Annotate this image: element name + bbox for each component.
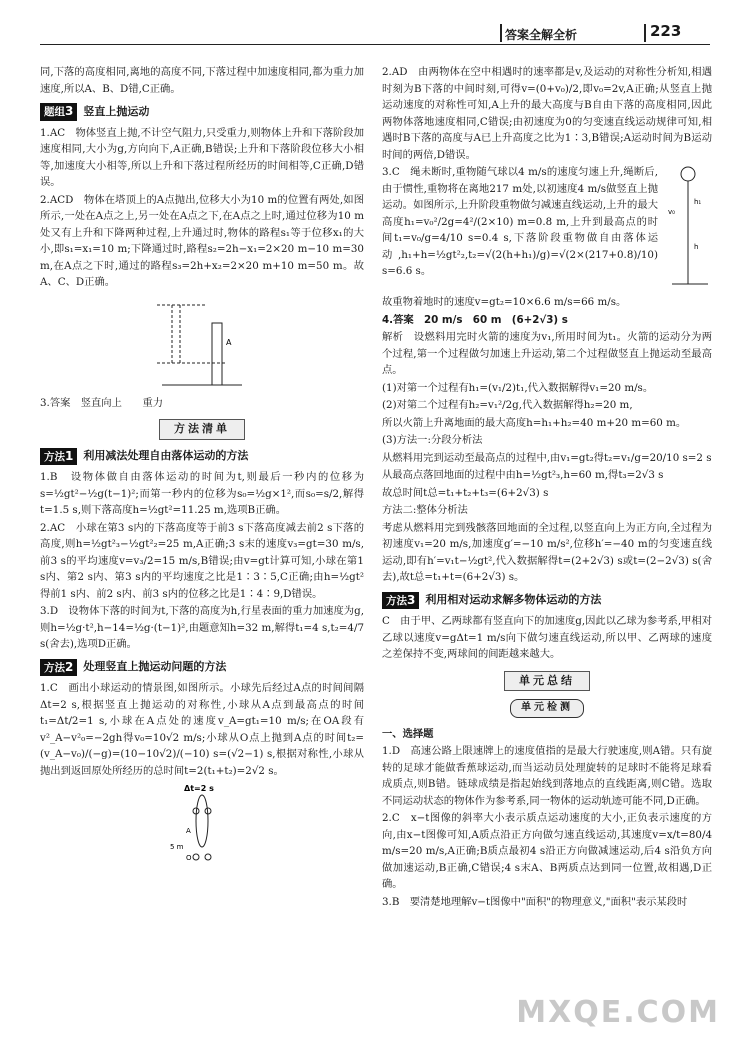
method-1-answer-1: 1.B 设物体做自由落体运动的时间为t,则最后一秒内的位移为s=½gt²−½g(t−1)²;而第一秒内的位移为s₀=½g×1²,而s₀=s/2,解得t=1.5 s,则下落高度h=½gt²=11.25 m,选项B正确。 bbox=[40, 471, 364, 516]
svg-text:A: A bbox=[186, 827, 191, 835]
r4-method2: 方法二:整体分析法 bbox=[382, 504, 468, 516]
tower-figure bbox=[142, 293, 262, 393]
answer-2: 2.ACD 物体在塔顶上的A点抛出,位移大小为10 m的位置有两处,如图所示,一处在A点之上,另一处在A点之下,在A点之上时,通过位移为10 m处又有上升和下降两种过程,上升通过时,物体的路程s₁等于位移x₁的大小,即s₁=x₁=10 m;下降通过时,路程s₂=2h−x₁=2×20 m−10 m=30 m,在A点之下时,通过的路程s₃=2h+x₂=2×20 m+10 m=50 m。故A、C、D正确。 bbox=[40, 193, 364, 288]
header-divider-2 bbox=[644, 24, 646, 42]
answer-r3b: 故重物着地时的速度v=gt₂=10×6.6 m/s=66 m/s。 bbox=[382, 296, 627, 308]
r4-step4: 从燃料用完到运动至最高点的过程中,由v₁=gt₂得t₂=v₁/g=20/10 s=2 s bbox=[382, 451, 712, 464]
svg-text:Δt=2 s: Δt=2 s bbox=[184, 784, 214, 793]
svg-text:5 m: 5 m bbox=[170, 843, 184, 851]
svg-text:h: h bbox=[694, 243, 699, 251]
svg-text:O: O bbox=[186, 854, 192, 862]
section-choice: 一、选择题 bbox=[382, 727, 434, 740]
header-divider bbox=[500, 24, 502, 42]
unit-summary-banner: 单元总结 bbox=[382, 671, 712, 692]
unit-answer-1: 1.D 高速公路上限速牌上的速度值指的是最大行驶速度,则A错。只有旋转的足球才能做香蕉球运动,而当运动员处理旋转的足球时不能将足球看成质点,则B错。链球成绩是指起始线到落地点的直线距离,则C错。选取不同运动状态的物体作为参考系,同一物体的运动轨迹可能不同,D正确。 bbox=[382, 745, 712, 807]
answer-3: 3.答案 竖直向上 重力 bbox=[40, 396, 164, 409]
r4-method1: (3)方法一:分段分析法 bbox=[382, 434, 483, 446]
method-list-banner: 方法清单 bbox=[40, 419, 364, 440]
r4-analysis: 解析 设燃料用完时火箭的速度为v₁,所用时间为t₁。火箭的运动分为两个过程,第一个过程做匀加速上升运动,第二个过程做竖直上抛运动至最高点。 bbox=[382, 331, 712, 376]
answer-r4: 4.答案 20 m/s 60 m (6+2√3) s bbox=[382, 313, 568, 326]
r4-step1: (1)对第一个过程有h₁=(v₁/2)t₁,代入数据解得v₁=20 m/s。 bbox=[382, 381, 654, 394]
ball-figure bbox=[162, 781, 242, 865]
method-2-heading: 方法2 处理竖直上抛运动问题的方法 bbox=[40, 659, 364, 677]
unit-answer-2: 2.C x−t图像的斜率大小表示质点运动速度的大小,正负表示速度的方向,由x−t图像可知,A质点沿正方向做匀速直线运动,其速度v=x/t=80/4 m/s=20 m/s,A正确;B质点最初4 s沿正方向做减速运动,后4 s沿负方向做加速运动,B正确,C错误;4 s末A、B两质点达到同一位置,故相遇,D正确。 bbox=[382, 812, 712, 890]
right-column bbox=[382, 64, 712, 911]
r4-step7: 考虑从燃料用完到残骸落回地面的全过程,以竖直向上为正方向,全过程为初速度v₁=20 m/s,加速度g′=−10 m/s²,位移h′=−40 m的匀变速直线运动,即有h′=v₁t−½gt²,代入数据解得t=(2+2√3) s或t=(2−2√3) s(舍去),故t总=t₁+t=(6+2√3) s。 bbox=[382, 521, 712, 583]
method-2-answer-1: 1.C 画出小球运动的情景图,如图所示。小球先后经过A点的时间间隔Δt=2 s,根据竖直上抛运动的对称性,小球从A点到最高点的时间t₁=Δt/2=1 s,小球在A点处的速度v_A=gt₁=10 m/s;在OA段有v²_A−v²₀=−2gh得v₀=10√2 m/s;小球从O点上抛到A点的时间t₂=(v_A−v₀)/(−g)=(10−10√2)/(−10) s=(√2−1) s,根据对称性,小球从抛出到返回原处所经历的总时间t=2(t₁+t₂)=2√2 s。 bbox=[40, 682, 364, 777]
unit-test-banner: 单元检测 bbox=[382, 699, 712, 718]
intro-text: 同,下落的高度相同,离地的高度不同,下落过程中加速度相同,都为重力加速度,所以A、B、D错,C正确。 bbox=[40, 66, 364, 95]
unit-answer-3: 3.B 要清楚地理解v−t图像中"面积"的物理意义,"面积"表示某段时 bbox=[382, 895, 688, 908]
left-column bbox=[40, 64, 364, 867]
answer-r2: 2.AD 由两物体在空中相遇时的速率都是v,及运动的对称性分析知,相遇时刻为B下落的中间时刻,可得v=(0+v₀)/2,即v₀=2v,A正确;从竖直上抛运动速度的对称性可知,A上升的最大高度与B自由下落的高度相同,因此两物体落地速度相同,C错误;由初速度为0的匀变速直线运动规律可知,相遇时B下落的高度与A已上升高度之比为1∶3,B错误;A运动时间为B运动时间的两倍,D错误。 bbox=[382, 66, 712, 161]
svg-text:v₀: v₀ bbox=[668, 208, 675, 216]
section-title: 答案全解全析 bbox=[505, 28, 578, 42]
method-1-heading: 方法1 利用减法处理自由落体运动的方法 bbox=[40, 448, 364, 466]
group-3-heading bbox=[40, 103, 364, 121]
r4-step3: 所以火箭上升离地面的最大高度h=h₁+h₂=40 m+20 m=60 m。 bbox=[382, 416, 687, 429]
header-rule bbox=[40, 44, 710, 45]
group-tag: 题组3 bbox=[40, 103, 77, 121]
watermark: MXQE.COM bbox=[516, 995, 720, 1030]
page-header bbox=[0, 0, 750, 50]
answer-r3-block bbox=[382, 164, 712, 294]
svg-text:A: A bbox=[226, 337, 232, 347]
method-3-heading: 方法3 利用相对运动求解多物体运动的方法 bbox=[382, 592, 712, 610]
svg-text:h₁: h₁ bbox=[694, 198, 702, 206]
r4-step6: 故总时间t总=t₁+t₂+t₃=(6+2√3) s bbox=[382, 486, 549, 499]
method-3-answer: C 由于甲、乙两球都有竖直向下的加速度g,因此以乙球为参考系,甲相对乙球以速度v=gΔt=1 m/s向下做匀速直线运动,所以甲、乙两球的速度之差保持不变,两球间的间距越来越大。 bbox=[382, 615, 712, 660]
method-1-answer-3: 3.D 设物体下落的时间为t,下落的高度为h,行星表面的重力加速度为g,则h=½g·t²,h−14=½g·(t−1)²,由题意知h=32 m,解得t₁=4 s,t₂=4/7 s(舍去),选项D正确。 bbox=[40, 605, 364, 650]
r4-step5: 从最高点落回地面的过程中由h=½gt²₃,h=60 m,得t₃=2√3 s bbox=[382, 469, 664, 481]
group-title: 竖直上抛运动 bbox=[83, 104, 150, 118]
method-1-answer-2: 2.AC 小球在第3 s内的下落高度等于前3 s下落高度减去前2 s下落的高度,则h=½gt²₃−½gt²₂=25 m,A正确;3 s末的速度v₃=gt=30 m/s,前3 s的平均速度v=v₃/2=15 m/s,B错误;由v=gt计算可知,小球在第1 s内、第2 s内、第3 s内的平均速度之比是1∶3∶5,C正确;由h=½gt²得前1 s内、前2 s内、前3 s内的位移之比是1∶4∶9,D错误。 bbox=[40, 521, 364, 600]
balloon-figure bbox=[664, 164, 712, 294]
answer-1: 1.AC 物体竖直上抛,不计空气阻力,只受重力,则物体上升和下落阶段加速度相同,大小为g,方向向下,A正确,B错误;上升和下落阶段位移大小相等,加速度大小相等,所以上升和下落过程所经历的时间相等,C正确,D错误。 bbox=[40, 126, 364, 188]
r4-step2: (2)对第二个过程有h₂=v₁²/2g,代入数据解得h₂=20 m, bbox=[382, 399, 633, 411]
page-number: 223 bbox=[650, 22, 682, 40]
answer-r3: 3.C 绳未断时,重物随气球以4 m/s的速度匀速上升,绳断后,由于惯性,重物将在离地217 m处,以初速度4 m/s做竖直上抛运动。如图所示,上升阶段重物做匀减速直线运动,上升的最大高度h₁=v₀²/2g=4²/(2×10) m=0.8 m,上升到最高点的时间t₁=v₀/g=4/10 s=0.4 s,下落阶段重物做自由落体运动,h₁+h=½gt²₂,t₂=√(2(h+h₁)/g)=√(2×(217+0.8)/10) s=6.6 s。 bbox=[382, 166, 658, 277]
